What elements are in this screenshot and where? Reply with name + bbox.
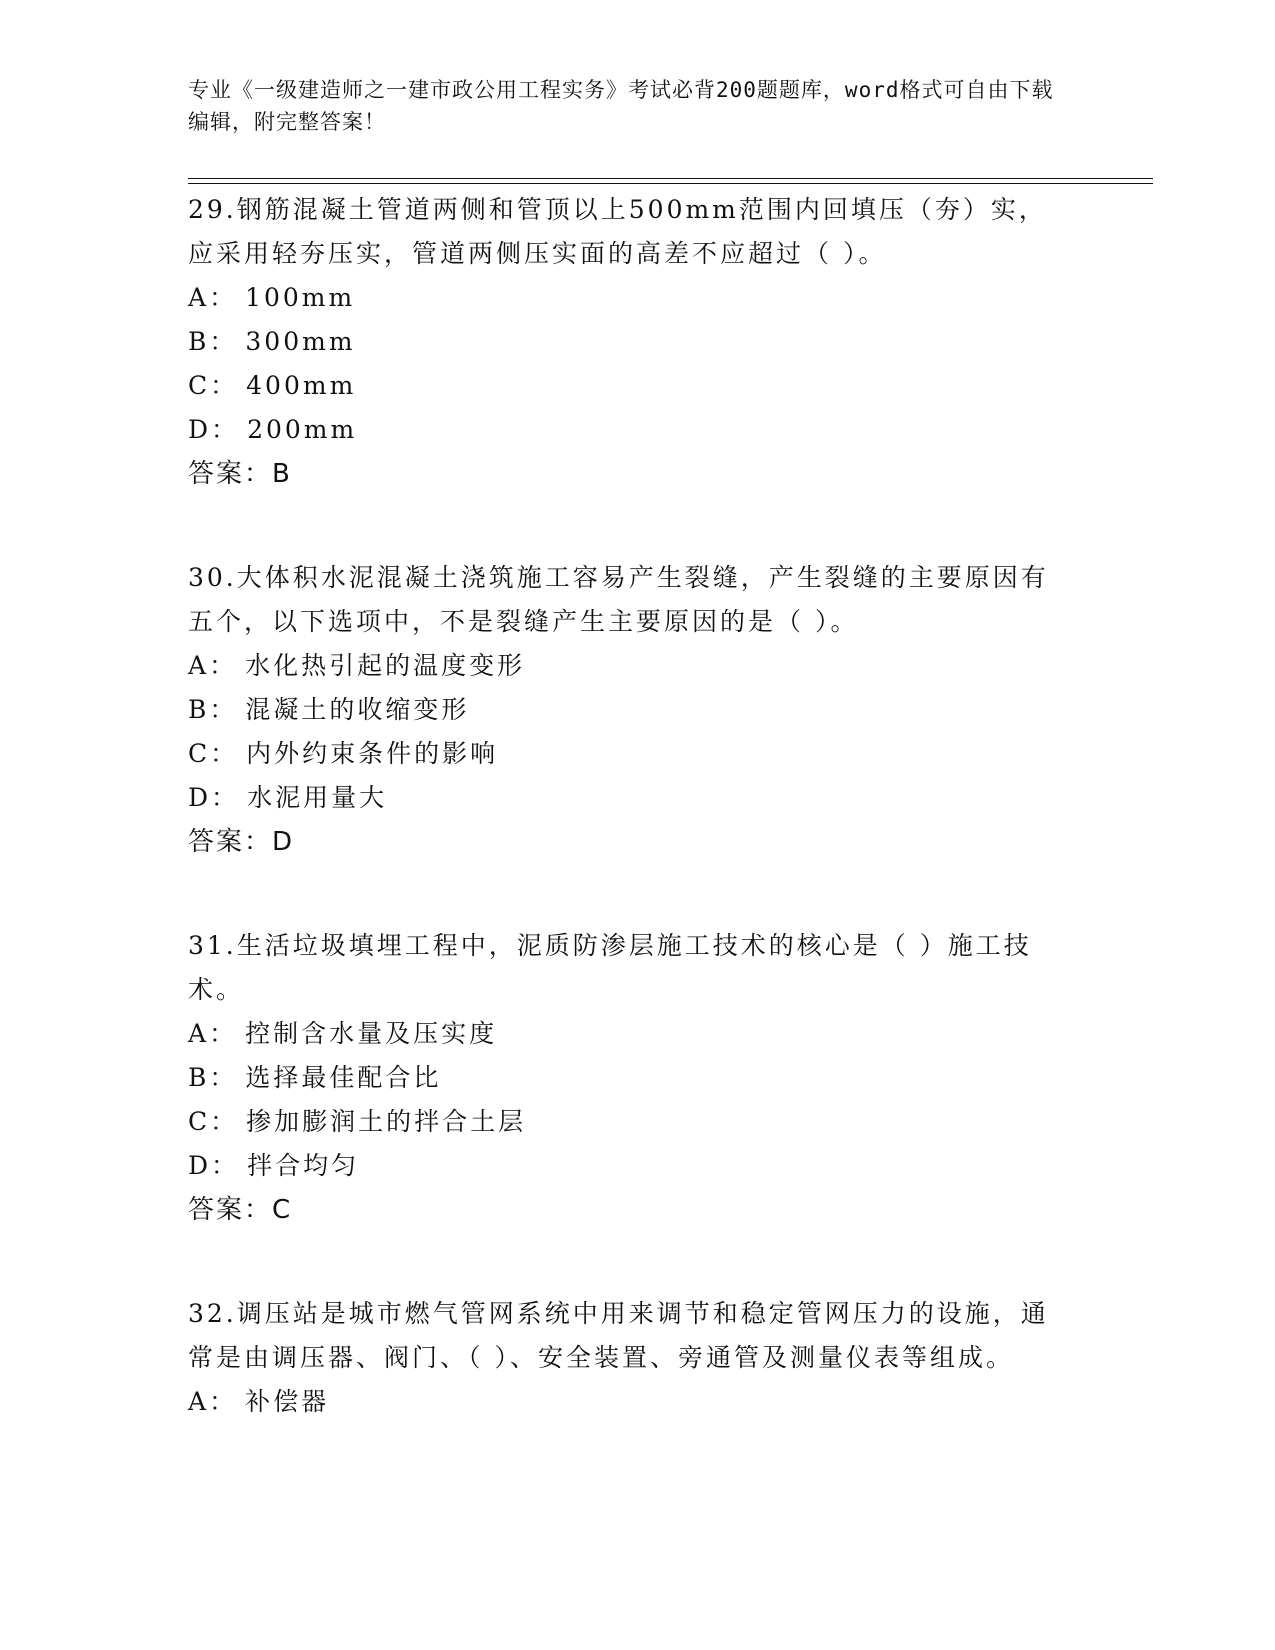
option-a: A： 补偿器 <box>188 1387 330 1416</box>
answer: 答案：D <box>188 827 295 857</box>
option-a: A： 100mm <box>188 283 356 312</box>
answer: 答案：C <box>188 1195 293 1225</box>
question-stem: 31.生活垃圾填埋工程中，泥质防渗层施工技术的核心是（ ）施工技术。 <box>188 931 1032 1004</box>
header-divider-bottom <box>188 183 1153 184</box>
option-c: C： 400mm <box>188 371 357 400</box>
question-stem: 32.调压站是城市燃气管网系统中用来调节和稳定管网压力的设施，通常是由调压器、阀门、（ ）、安全装置、旁通管及测量仪表等组成。 <box>188 1299 1049 1372</box>
option-c: C： 内外约束条件的影响 <box>188 739 499 768</box>
option-d: D： 拌合均匀 <box>188 1151 360 1180</box>
document-header: 专业《一级建造师之一建市政公用工程实务》考试必背200题题库，word格式可自由下载编辑，附完整答案！ <box>188 78 1054 134</box>
question-list <box>188 188 1068 1484</box>
option-d: D： 200mm <box>188 415 358 444</box>
option-c: C： 掺加膨润土的拌合土层 <box>188 1107 527 1136</box>
header-divider-top <box>188 178 1153 179</box>
question-31 <box>188 924 1068 1232</box>
question-29 <box>188 188 1068 496</box>
question-stem: 30.大体积水泥混凝土浇筑施工容易产生裂缝，产生裂缝的主要原因有五个，以下选项中，不是裂缝产生主要原因的是（ ）。 <box>188 563 1049 636</box>
answer: 答案：B <box>188 459 292 489</box>
option-b: B： 混凝土的收缩变形 <box>188 695 470 724</box>
option-a: A： 控制含水量及压实度 <box>188 1019 498 1048</box>
question-stem: 29.钢筋混凝土管道两侧和管顶以上500mm范围内回填压（夯）实，应采用轻夯压实，管道两侧压实面的高差不应超过（ ）。 <box>188 195 1047 268</box>
option-d: D： 水泥用量大 <box>188 783 388 812</box>
option-b: B： 选择最佳配合比 <box>188 1063 442 1092</box>
option-a: A： 水化热引起的温度变形 <box>188 651 526 680</box>
option-b: B： 300mm <box>188 327 356 356</box>
question-32 <box>188 1292 1068 1424</box>
question-30 <box>188 556 1068 864</box>
